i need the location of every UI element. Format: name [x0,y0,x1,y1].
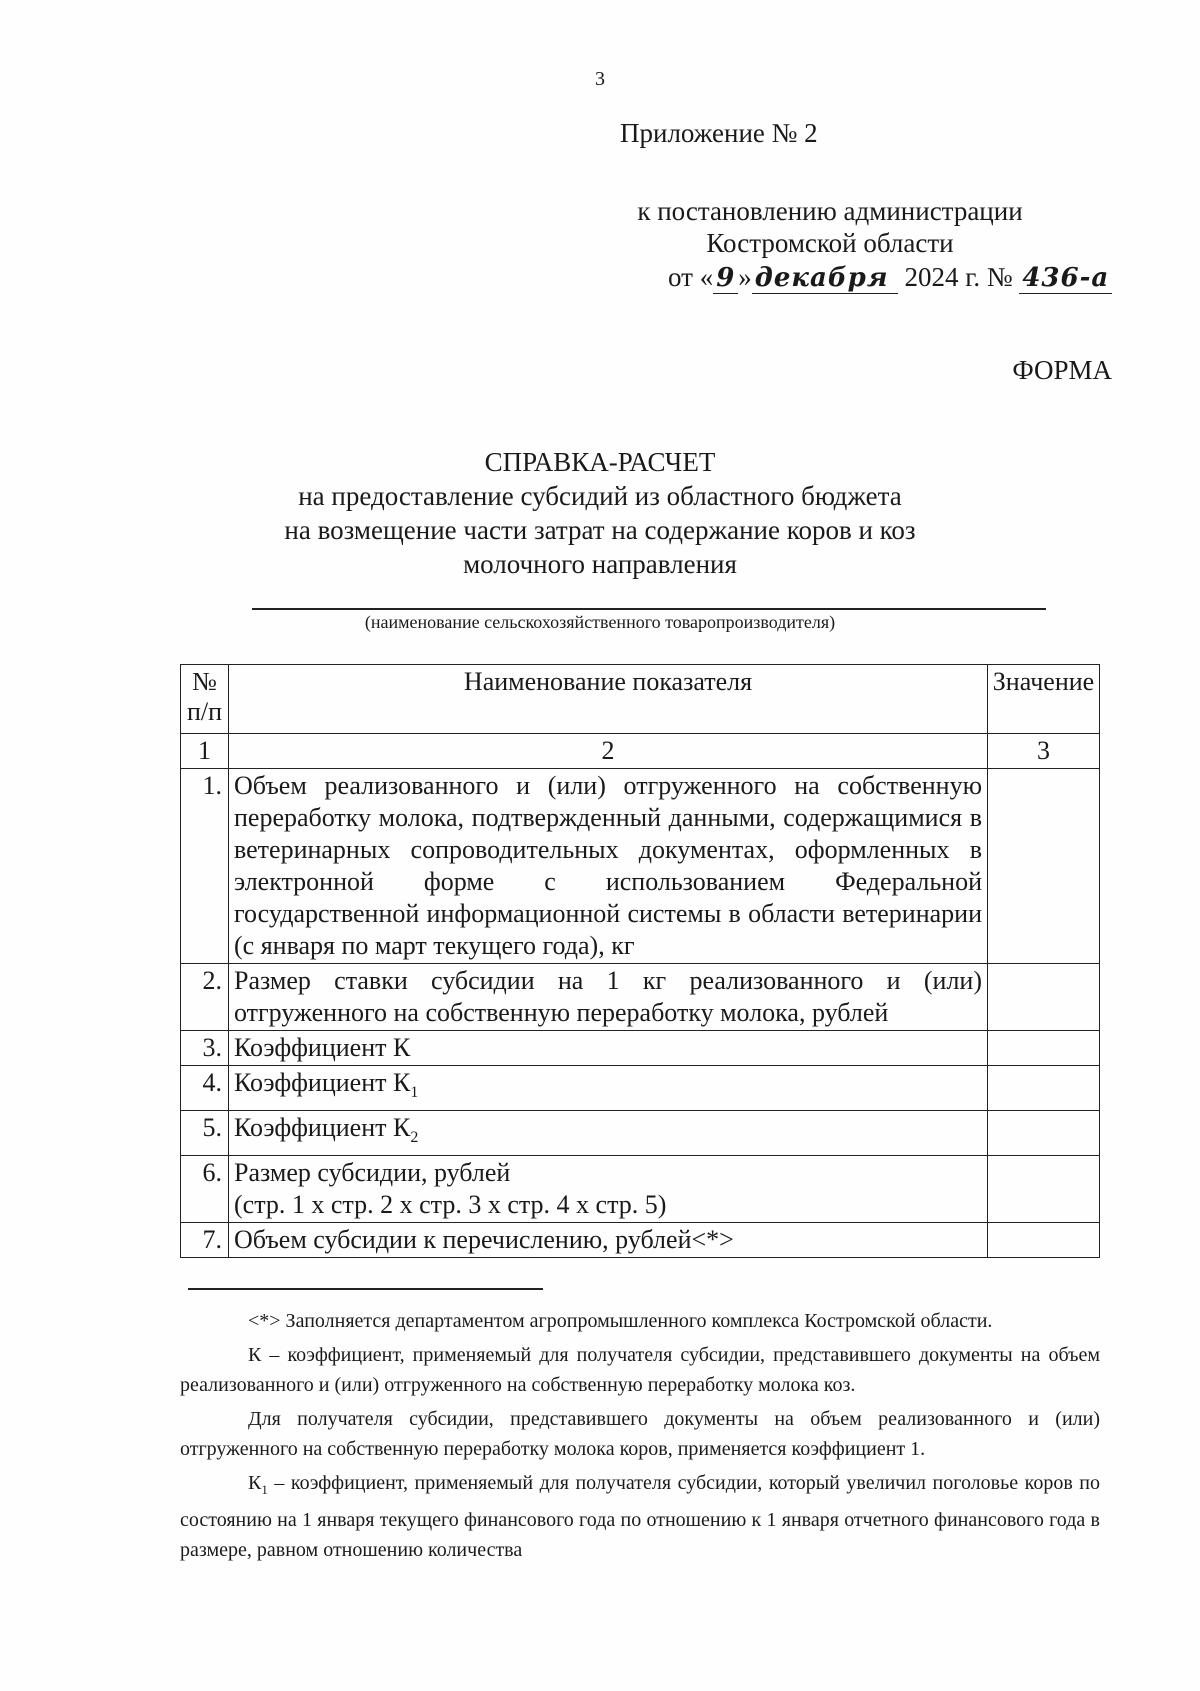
table-column-numbers-row [181,734,1100,769]
decree-line-1: к постановлению администрации [637,196,1023,226]
table-header-row [181,665,1100,734]
footnotes [180,1306,1100,1569]
footnote-4-k: К [248,1472,262,1494]
row-indicator [229,1156,988,1223]
date-prefix: от « [668,262,714,292]
header-cell-value: Значение [988,665,1100,734]
row-indicator: Коэффициент К [229,1031,988,1066]
column-number-2: 2 [229,734,988,769]
table-row [181,1223,1100,1258]
row-value[interactable] [988,1223,1100,1258]
table-row [181,1156,1100,1223]
row-indicator-text: Размер субсидии, рублей [234,1158,511,1188]
row-indicator [229,1111,988,1156]
table-row [181,1031,1100,1066]
producer-caption: (наименование сельскохозяйственного товаропроизводителя) [364,612,836,632]
row-value[interactable] [988,1111,1100,1156]
date-year: 2024 г. № [904,262,1013,292]
producer-name-line [252,608,1046,610]
table-row [181,1111,1100,1156]
row-number: 4. [181,1066,229,1111]
title-line-4: молочного направления [463,549,737,579]
date-day-handwritten: 9 [713,263,738,294]
row-indicator [229,1066,988,1111]
column-number-3: 3 [988,734,1100,769]
row-indicator-formula: (стр. 1 х стр. 2 х стр. 3 х стр. 4 х стр. 5) [234,1190,667,1220]
row-number: 5. [181,1111,229,1156]
row-value[interactable] [988,1031,1100,1066]
title-line-1: СПРАВКА-РАСЧЕТ [484,447,716,477]
row-value[interactable] [988,1156,1100,1223]
row-number: 6. [181,1156,229,1223]
row-value[interactable] [988,769,1100,964]
row-indicator: Объем реализованного и (или) отгруженного на собственную переработку молока, подтвержденный данными, содержащимися в ветеринарных сопроводительных документах, оформленных в электронной форме с использованием Федеральной государственной информационной системы в области ветеринарии (с января по март текущего года), кг [229,769,988,964]
row-indicator: Объем субсидии к перечислению, рублей<*> [229,1223,988,1258]
row-indicator-subscript: 2 [410,1129,419,1147]
row-indicator-text: Коэффициент К [234,1068,411,1097]
row-indicator: Размер ставки субсидии на 1 кг реализованного и (или) отгруженного на собственную переработку молока, рублей [229,964,988,1031]
footnote-3: Для получателя субсидии, представившего документы на объем реализованного и (или) отгруженного на собственную переработку молока коров, применяется коэффициент 1. [180,1408,1100,1460]
table-row [181,769,1100,964]
row-indicator-subscript: 1 [410,1084,419,1102]
title-line-3: на возмещение части затрат на содержание коров и коз [284,515,916,545]
decree-date-line [668,262,1112,294]
form-label: ФОРМА [1012,355,1112,385]
date-mid: » [738,262,752,292]
date-month-handwritten: декабря [752,263,898,294]
column-number-1: 1 [181,734,229,769]
title-line-2: на предоставление субсидий из областного бюджета [298,481,902,511]
decree-line-2: Костромской области [706,228,954,258]
table-row [181,1066,1100,1111]
decree-number-handwritten: 436-а [1019,263,1112,294]
footnote-separator [188,1288,543,1290]
row-number: 7. [181,1223,229,1258]
row-number: 3. [181,1031,229,1066]
table-row [181,964,1100,1031]
row-number: 2. [181,964,229,1031]
row-value[interactable] [988,964,1100,1031]
header-cell-indicator: Наименование показателя [229,665,988,734]
row-value[interactable] [988,1066,1100,1111]
row-number: 1. [181,769,229,964]
header-cell-number: № п/п [181,665,229,734]
footnote-1: <*> Заполняется департаментом агропромышленного комплекса Костромской области. [248,1310,993,1332]
page-number: 3 [595,68,605,90]
calculation-table [180,664,1100,1258]
footnote-4-subscript: 1 [261,1482,268,1497]
footnote-4 [180,1468,1100,1565]
annex-label: Приложение № 2 [620,118,818,148]
decree-reference [560,195,1100,259]
footnote-4-text: – коэффициент, применяемый для получателя субсидии, который увеличил поголовье коров по состоянию на 1 января текущего финансового года по отношению к 1 января отчетного финансового года в размере, равном отношению количества [180,1472,1100,1561]
document-title [0,445,1200,581]
row-indicator-text: Коэффициент К [234,1113,411,1143]
footnote-2: К – коэффициент, применяемый для получателя субсидии, представившего документы на объем реализованного и (или) отгруженного на собственную переработку молока коз. [180,1344,1100,1396]
